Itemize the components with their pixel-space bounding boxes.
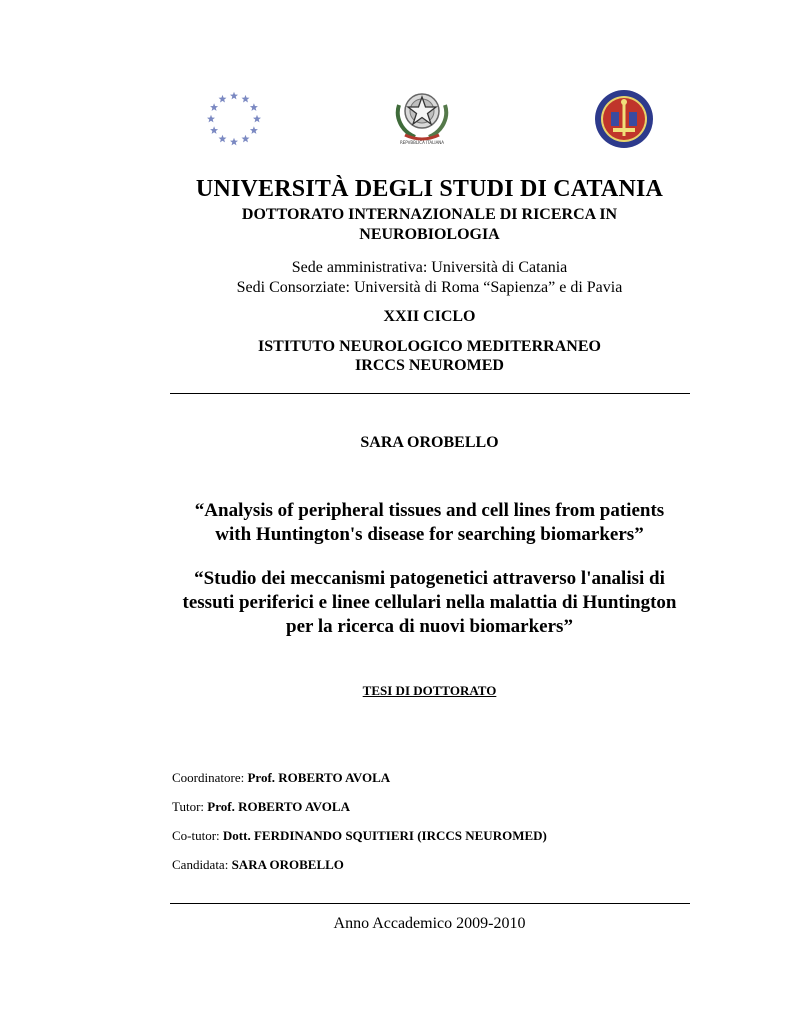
eu-star [230, 92, 238, 100]
bottom-divider [170, 903, 690, 904]
academic-year: Anno Accademico 2009-2010 [333, 915, 526, 932]
administrative-seat: Sede amministrativa: Università di Catania [291, 259, 568, 276]
role-label: Tutor: [172, 799, 205, 814]
english-title-line2: with Huntington's disease for searching biomarkers” [215, 524, 644, 545]
eu-star [207, 115, 215, 123]
role-label: Co-tutor: [172, 828, 220, 843]
italian-title-line3: per la ricerca di nuovi biomarkers” [286, 616, 573, 637]
eu-stars-icon [205, 90, 263, 148]
role-value: Dott. FERDINANDO SQUITIERI (IRCCS NEUROMED) [222, 828, 547, 843]
eu-star [253, 115, 261, 123]
italian-title-line2: tessuti periferici e linee cellulari nella malattia di Huntington [182, 592, 677, 613]
role-value: SARA OROBELLO [231, 857, 344, 872]
eu-star [219, 135, 227, 143]
doctorate-title-line1: DOTTORATO INTERNAZIONALE DI RICERCA IN [241, 206, 618, 223]
role-label: Candidata: [172, 857, 229, 872]
doctorate-title-line2: NEUROBIOLOGIA [359, 226, 500, 243]
consortium-seats: Sedi Consorziate: Università di Roma “Sapienza” e di Pavia [236, 279, 623, 296]
institute-line2: IRCCS NEUROMED [355, 357, 504, 374]
role-candidate [172, 857, 344, 873]
english-title [0, 499, 791, 547]
eu-star [210, 126, 218, 134]
english-title-line1: “Analysis of peripheral tissues and cell lines from patients [194, 500, 665, 521]
eu-star [250, 126, 258, 134]
italian-title [0, 567, 791, 639]
eu-star [250, 103, 258, 111]
eu-star [230, 138, 238, 146]
role-value: Prof. ROBERTO AVOLA [247, 770, 391, 785]
thesis-type-label: TESI DI DOTTORATO [362, 683, 497, 698]
university-seal-icon [593, 88, 655, 150]
emblem-caption: REPVBBLICA ITALIANA [399, 140, 445, 145]
role-label: Coordinatore: [172, 770, 245, 785]
top-divider [170, 393, 690, 394]
role-coordinator [172, 770, 390, 786]
eu-star [242, 135, 250, 143]
cycle: XXII CICLO [383, 308, 476, 325]
university-name: UNIVERSITÀ DEGLI STUDI DI CATANIA [195, 176, 664, 202]
role-value: Prof. ROBERTO AVOLA [207, 799, 350, 814]
institute-line1: ISTITUTO NEUROLOGICO MEDITERRANEO [258, 338, 601, 355]
eu-star [219, 95, 227, 103]
emblem-graphic [391, 83, 453, 147]
seal-graphic [593, 88, 655, 150]
thesis-type [0, 683, 791, 699]
role-tutor [172, 799, 350, 815]
role-co-tutor [172, 828, 547, 844]
eu-star [210, 103, 218, 111]
italian-republic-emblem-icon [391, 83, 453, 147]
author-name: SARA OROBELLO [360, 434, 499, 451]
eu-star [242, 95, 250, 103]
eu-stars-graphic [205, 90, 263, 148]
italian-title-line1: “Studio dei meccanismi patogenetici attraverso l'analisi di [194, 568, 665, 589]
